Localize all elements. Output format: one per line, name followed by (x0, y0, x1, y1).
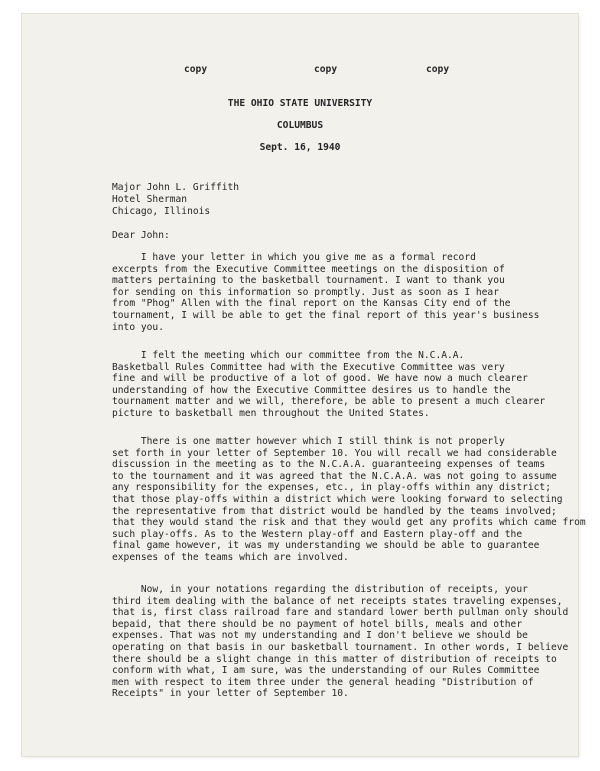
city-name: COLUMBUS (276, 120, 324, 131)
paragraph-line: for sending on this information so promptly. Just as soon as I hear (112, 286, 499, 298)
letter-page (22, 14, 586, 756)
paragraph-line: tournament matter and we will, therefore, be able to present a much clearer (112, 396, 546, 408)
paragraph-line: discussion in the meeting as to the N.C.A.A. guaranteeing expenses of teams (112, 459, 546, 471)
paragraph-line: into you. (112, 321, 164, 333)
recipient-address-line2: Chicago, Illinois (112, 206, 211, 217)
paragraph-line: that is, first class railroad fare and standard lower berth pullman only should (112, 607, 569, 619)
institution-name: THE OHIO STATE UNIVERSITY (227, 98, 373, 109)
paragraph-line: fine and will be productive of a lot of good. We have now a much clearer (112, 373, 528, 385)
paragraph-line: excerpts from the Executive Committee meetings on the disposition of (112, 263, 505, 275)
paragraph-line: tournament, I will be able to get the final report of this year's business (112, 309, 540, 321)
copy-mark: copy (184, 64, 208, 75)
paragraph-line: third item dealing with the balance of net receipts states traveling expenses, (112, 595, 563, 607)
paragraph-3 (112, 436, 586, 564)
paragraph-line: men with respect to item three under the general heading "Distribution of (112, 676, 534, 688)
salutation: Dear John: (112, 230, 170, 241)
paragraph-4 (112, 584, 569, 700)
recipient-name: Major John L. Griffith (112, 182, 240, 193)
paragraph-line: Basketball Rules Committee had with the Executive Committee was very (112, 361, 505, 373)
paragraph-line: Receipts" in your letter of September 10. (112, 688, 349, 700)
paragraph-line: matters pertaining to the basketball tournament. I want to thank you (112, 275, 505, 287)
paragraph-line: there should be a slight change in this matter of distribution of receipts to (112, 653, 557, 665)
paragraph-1 (112, 252, 552, 333)
paragraph-line: picture to basketball men throughout the United States. (112, 407, 430, 419)
paragraph-line: understanding of how the Executive Committee desires us to handle the (112, 384, 511, 396)
paragraph-line: expenses of the teams which are involved. (112, 551, 349, 563)
paragraph-line: operating on that basis in our basketball tournament. In other words, I believe (112, 641, 569, 653)
copy-mark: copy (314, 64, 338, 75)
paragraph-line: such play-offs. As to the Western play-off and Eastern play-off and the (112, 528, 523, 540)
paragraph-line: I have your letter in which you give me as a formal record (112, 252, 476, 263)
paragraph-line: conform with what, I am sure, was the understanding of our Rules Committee (112, 665, 540, 677)
copy-mark: copy (426, 64, 450, 75)
paragraph-line: any responsibility for the expenses, etc., in play-offs within any district; (112, 482, 551, 494)
paragraph-line: set forth in your letter of September 10. You will recall we had considerable (112, 447, 557, 459)
recipient-address-line1: Hotel Sherman (112, 194, 188, 205)
paragraph-line: that those play-offs within a district which were looking forward to selecting (112, 493, 563, 505)
paragraph-2 (112, 350, 552, 420)
paragraph-line: to the tournament and it was agreed that the N.C.A.A. was not going to assume (112, 470, 557, 482)
paragraph-line: I felt the meeting which our committee from the N.C.A.A. (112, 350, 465, 361)
paragraph-line: There is one matter however which I still think is not properly (112, 436, 505, 447)
paragraph-line: Now, in your notations regarding the distribution of receipts, your (112, 584, 528, 595)
paragraph-line: final game however, it was my understanding we should be able to guarantee (112, 540, 540, 552)
paragraph-line: that they would stand the risk and that they would get any profits which came from (112, 517, 586, 529)
paragraph-line: expenses. That was not my understanding and I don't believe we should be (112, 630, 528, 642)
letter-date: Sept. 16, 1940 (259, 142, 341, 153)
paragraph-line: bepaid, that there should be no payment of hotel bills, meals and other (112, 618, 523, 630)
paragraph-line: the representative from that district would be handled by the teams involved; (112, 505, 557, 517)
paragraph-line: from "Phog" Allen with the final report on the Kansas City end of the (112, 298, 511, 310)
